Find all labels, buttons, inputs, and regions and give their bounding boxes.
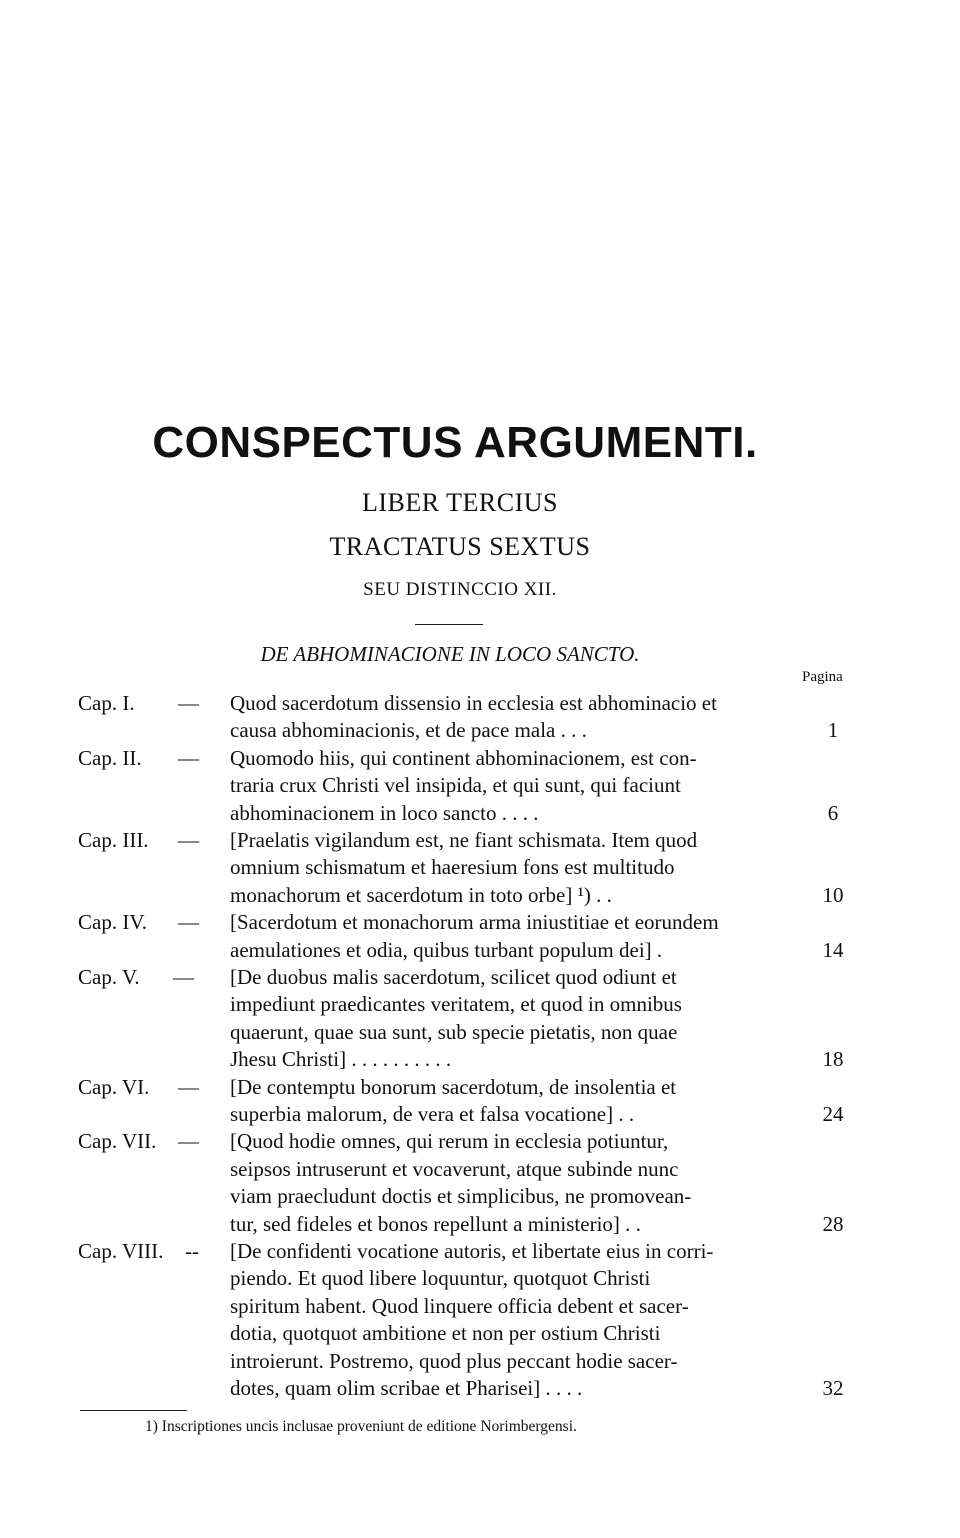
page-number: 14 [822, 937, 844, 962]
summary-line: [Praelatis vigilandum est, ne fiant schismata. Item quod [230, 828, 698, 852]
chapter-summary [230, 827, 784, 909]
chapter-summary [230, 745, 784, 827]
page-number: 10 [822, 882, 844, 907]
chapter-label: Cap. VIII. [78, 1239, 164, 1263]
chapter-summary [230, 690, 784, 745]
chapter-summary [230, 964, 784, 1074]
page-number: 32 [822, 1376, 844, 1400]
summary-line: dotia, quotquot ambitione et non per ostium Christi [230, 1321, 661, 1346]
summary-line: [De confidenti vocatione autoris, et libertate eius in corri- [230, 1239, 714, 1263]
page-number: 24 [822, 1101, 844, 1126]
chapter-label: Cap. VI. [78, 1074, 150, 1099]
chapter-label: Cap. VII. [78, 1129, 157, 1154]
summary-line: piendo. Et quod libere loquuntur, quotquot Christi [230, 1266, 651, 1291]
chapter-dash: — [178, 745, 199, 770]
chapter-summary [230, 909, 784, 964]
summary-line: [De contemptu bonorum sacerdotum, de insolentia et [230, 1074, 677, 1099]
summary-line: Quod sacerdotum dissensio in ecclesia est abhominacio et [230, 691, 717, 715]
chapter-summary [230, 1074, 784, 1129]
chapter-summary [230, 1128, 784, 1238]
heading-divider [415, 624, 483, 625]
footnote-divider [80, 1410, 187, 1411]
chapter-label: Cap. III. [78, 828, 149, 852]
chapter-dash: — [173, 965, 194, 989]
chapter-dash: — [178, 1074, 199, 1099]
chapter-label: Cap. V. [78, 965, 140, 989]
book-heading: LIBER TERCIUS [362, 488, 558, 517]
chapter-dash: — [178, 910, 199, 935]
page-number: 28 [822, 1211, 844, 1236]
page-number: 18 [822, 1047, 844, 1072]
chapter-label: Cap. II. [78, 745, 142, 770]
summary-line: introierunt. Postremo, quod plus peccant hodie sacer- [230, 1348, 678, 1373]
summary-line: viam praecludunt doctis et simplicibus, ne promovean- [230, 1184, 692, 1209]
chapter-dash: — [178, 828, 199, 852]
summary-line: abhominacionem in loco sancto . . . . [230, 800, 539, 825]
summary-line: omnium schismatum et haeresium fons est multitudo [230, 855, 675, 880]
summary-line: [De duobus malis sacerdotum, scilicet quod odiunt et [230, 965, 677, 989]
tractate-heading: TRACTATUS SEXTUS [329, 532, 591, 561]
summary-line: impediunt praedicantes veritatem, et quod in omnibus [230, 992, 682, 1017]
summary-line: [Quod hodie omnes, qui rerum in ecclesia potiuntur, [230, 1129, 669, 1154]
subject-heading: DE ABHOMINACIONE IN LOCO SANCTO. [260, 642, 640, 666]
summary-line: spiritum habent. Quod linquere officia debent et sacer- [230, 1293, 689, 1318]
chapter-dash: — [178, 691, 199, 715]
summary-line: Jhesu Christi] . . . . . . . . . . [230, 1047, 452, 1072]
chapter-summary [230, 1238, 784, 1402]
summary-line: tur, sed fideles et bonos repellunt a ministerio] . . [230, 1211, 641, 1236]
page-number: 1 [827, 718, 839, 743]
footnote: 1) Inscriptiones uncis inclusae proveniunt de editione Norimbergensi. [145, 1418, 577, 1435]
distinction-heading: SEU DISTINCCIO XII. [363, 579, 557, 600]
chapter-dash: -- [185, 1239, 199, 1263]
summary-line: traria crux Christi vel insipida, et qui sunt, qui faciunt [230, 773, 681, 798]
summary-line: monachorum et sacerdotum in toto orbe] ¹) . . [230, 882, 612, 907]
chapter-label: Cap. I. [78, 691, 135, 715]
chapter-dash: — [178, 1129, 199, 1154]
summary-line: aemulationes et odia, quibus turbant populum dei] . [230, 937, 663, 962]
summary-line: seipsos intruserunt et vocaverunt, atque subinde nunc [230, 1156, 679, 1181]
summary-line: superbia malorum, de vera et falsa vocatione] . . [230, 1102, 635, 1126]
page-number: 6 [827, 800, 839, 825]
chapter-label: Cap. IV. [78, 910, 148, 935]
summary-line: causa abhominacionis, et de pace mala . . . [230, 718, 587, 743]
summary-line: [Sacerdotum et monachorum arma iniustitiae et eorundem [230, 910, 719, 935]
page-title: CONSPECTUS ARGUMENTI. [152, 418, 758, 467]
page-column-label: Pagina [802, 669, 843, 685]
summary-line: Quomodo hiis, qui continent abhominacionem, est con- [230, 745, 697, 770]
summary-line: quaerunt, quae sua sunt, sub specie pietatis, non quae [230, 1019, 678, 1044]
summary-line: dotes, quam olim scribae et Pharisei] . . . . [230, 1376, 583, 1401]
